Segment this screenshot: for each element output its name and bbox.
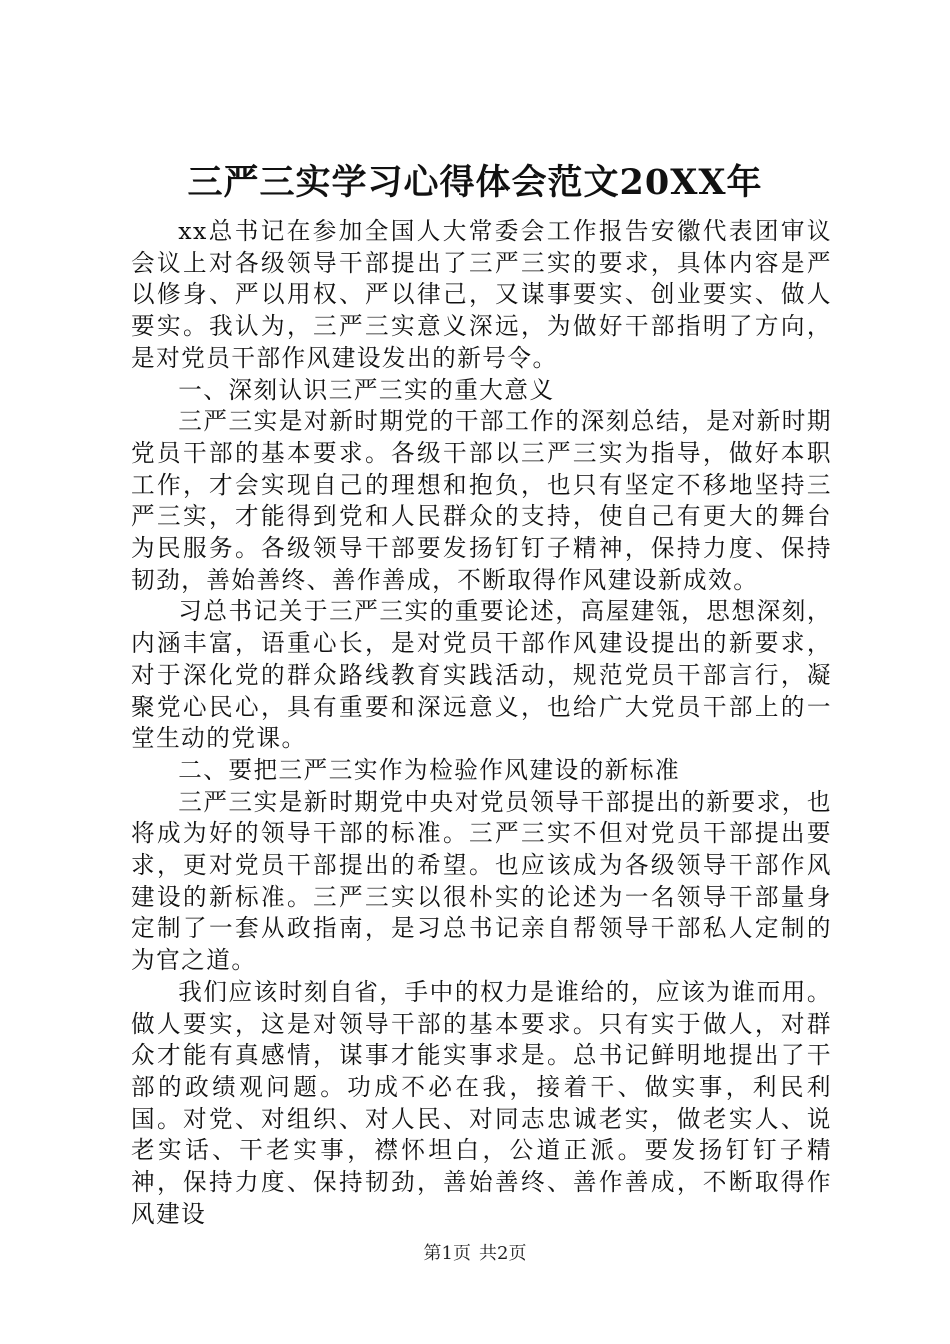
paragraph-section1-a: 三严三实是对新时期党的干部工作的深刻总结，是对新时期党员干部的基本要求。各级干部以三严三实为指导，做好本职工作，才会实现自己的理想和抱负，也只有坚定不移地坚持三严三实，才能得到党和人民群众的支持，使自己有更大的舞台为民服务。各级领导干部要发扬钉钉子精神，保持力度、保持韧劲，善始善终、善作善成，不断取得作风建设新成效。 — [131, 407, 832, 594]
section-heading-1: 一、深刻认识三严三实的重大意义 — [178, 375, 555, 404]
page-total: 共2页 — [479, 1243, 527, 1264]
paragraph-section2-a: 三严三实是新时期党中央对党员领导干部提出的新要求，也将成为好的领导干部的标准。三严三实不但对党员干部提出要求，更对党员干部提出的希望。也应该成为各级领导干部作风建设的新标准。三严三实以很朴实的论述为一名领导干部量身定制了一套从政指南，是习总书记亲自帮领导干部私人定制的为官之道。 — [131, 787, 832, 975]
document-title: 三严三实学习心得体会范文20XX年 — [187, 162, 763, 203]
paragraph-section1-b: 习总书记关于三严三实的重要论述，高屋建瓴，思想深刻，内涵丰富，语重心长，是对党员干部作风建设提出的新要求，对于深化党的群众路线教育实践活动，规范党员干部言行，凝聚党心民心，具有重要和深远意义，也给广大党员干部上的一堂生动的党课。 — [131, 597, 832, 753]
page-footer — [0, 1242, 950, 1266]
paragraph-intro: xx总书记在参加全国人大常委会工作报告安徽代表团审议会议上对各级领导干部提出了三严三实的要求，具体内容是严以修身、严以用权、严以律己，又谋事要实、创业要实、做人要实。我认为，三严三实意义深远，为做好干部指明了方向，是对党员干部作风建设发出的新号令。 — [131, 217, 832, 372]
document-body — [131, 216, 832, 1231]
page-number: 第1页 — [423, 1243, 471, 1264]
paragraph-section2-b: 我们应该时刻自省，手中的权力是谁给的，应该为谁而用。做人要实，这是对领导干部的基本要求。只有实于做人，对群众才能有真感情，谋事才能实事求是。总书记鲜明地提出了干部的政绩观问题。功成不必在我，接着干、做实事，利民利国。对党、对组织、对人民、对同志忠诚老实，做老实人、说老实话、干老实事，襟怀坦白，公道正派。要发扬钉钉子精神，保持力度、保持韧劲，善始善终、善作善成，不断取得作风建设 — [131, 977, 832, 1228]
section-heading-2: 二、要把三严三实作为检验作风建设的新标准 — [178, 755, 681, 784]
